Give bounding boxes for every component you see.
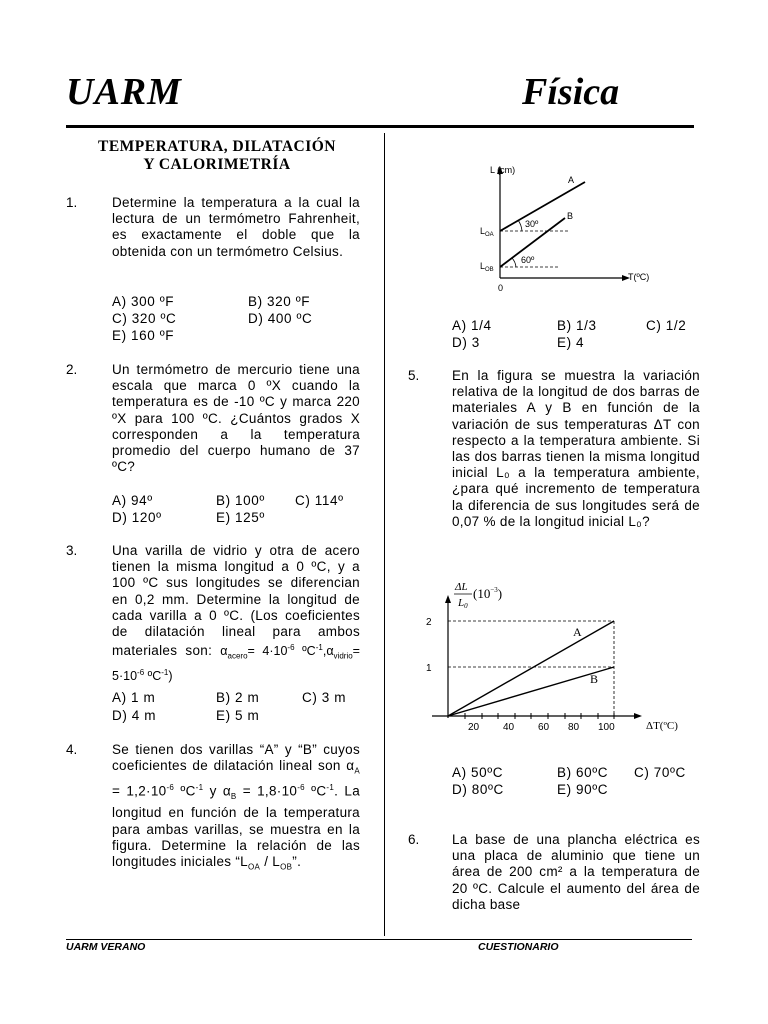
footer-right: CUESTIONARIO xyxy=(478,941,559,953)
header-subject: Física xyxy=(522,71,620,113)
svg-text:L0: L0 xyxy=(458,597,468,610)
q4-option-e: E) 4 xyxy=(557,335,585,350)
footer-rule xyxy=(66,939,692,940)
section-title xyxy=(66,138,368,174)
q3-option-a: A) 1 m xyxy=(112,690,156,705)
fig1-x-label: T(ºC) xyxy=(628,272,650,282)
q1-option-c: C) 320 ºC xyxy=(112,311,177,326)
fig2-y-label xyxy=(454,581,502,610)
q4-option-c: C) 1/2 xyxy=(646,318,687,333)
q3-option-c: C) 3 m xyxy=(302,690,347,705)
fig2-x-tick-60: 60 xyxy=(538,722,550,733)
header-rule xyxy=(66,125,694,128)
q1-option-b: B) 320 ºF xyxy=(248,294,311,309)
q5-option-b: B) 60ºC xyxy=(557,765,609,780)
q4-option-d: D) 3 xyxy=(452,335,480,350)
q6-number: 6. xyxy=(408,832,420,847)
figure-length-vs-temperature xyxy=(470,160,660,300)
q3-option-b: B) 2 m xyxy=(216,690,260,705)
header-institution: UARM xyxy=(66,71,182,113)
q5-option-c: C) 70ºC xyxy=(634,765,686,780)
q3-text-body: Una varilla de vidrio y otra de acero tienen la misma longitud a 0 ºC, y a 100 ºC sus longitudes se diferencian en 0,2 mm. Determine la longitud de cada varilla a 0 ºC. (Los coeficientes de dilatación lineal para ambos materiales son: xyxy=(112,543,360,659)
q2-number: 2. xyxy=(66,362,78,377)
svg-text:ΔL: ΔL xyxy=(455,581,468,593)
fig1-angle-arc-b xyxy=(512,258,516,267)
svg-text:(10−3): $(10^{-3})$ xyxy=(473,586,503,601)
fig2-x-tick-40: 40 xyxy=(503,722,515,733)
q4-option-a: A) 1/4 xyxy=(452,318,492,333)
q5-option-a: A) 50ºC xyxy=(452,765,504,780)
fig2-label-b: B xyxy=(590,672,599,686)
fig1-angle-arc-a xyxy=(518,220,522,231)
fig2-x-label: ΔT(ºC) xyxy=(646,720,678,732)
footer-left: UARM VERANO xyxy=(66,941,146,953)
section-title-line1: TEMPERATURA, DILATACIÓN xyxy=(98,138,336,155)
q1-option-d: D) 400 ºC xyxy=(248,311,313,326)
q2-option-b: B) 100º xyxy=(216,493,265,508)
q5-text: En la figura se muestra la variación relativa de la longitud de dos barras de materiales A y B en función de la variación de sus temperaturas ΔT con respecto a la temperatura ambiente. Si las dos barras tienen la misma longitud inicial L₀ a la temperatura ambiente, ¿para qué incremento de temperatura la diferencia de sus longitudes será de 0,07 % de la longitud inicial L₀? xyxy=(452,368,700,529)
q1-text: Determine la temperatura a la cual la lectura de un termómetro Fahrenheit, es exactamente el doble que la obtenida con un termómetro Celsius. xyxy=(112,195,360,259)
q3-text xyxy=(112,543,360,684)
q1-option-a: A) 300 ºF xyxy=(112,294,175,309)
q1-option-e: E) 160 ºF xyxy=(112,328,175,343)
figure-relative-expansion xyxy=(418,575,698,740)
q3-option-d: D) 4 m xyxy=(112,708,157,723)
fig1-label-lob: $L_{OB}$ xyxy=(480,261,494,273)
q2-option-a: A) 94º xyxy=(112,493,153,508)
fig2-y-arrow xyxy=(445,595,451,603)
q2-text: Un termómetro de mercurio tiene una escala que marca 0 ºX cuando la temperatura es de -10 ºC y marca 220 ºX para 100 ºC. ¿Cuántos grados X corresponden a la temperatura promedio del cuerpo humano de 37 ºC? xyxy=(112,362,360,475)
fig1-angle-a: 30º xyxy=(525,219,539,229)
column-divider xyxy=(384,133,385,936)
fig1-label-loa: $L_{OA}$ xyxy=(480,226,494,238)
fig2-label-a: A xyxy=(573,625,582,639)
fig1-line-a xyxy=(500,182,585,231)
fig2-line-a xyxy=(448,621,614,716)
section-title-line2: Y CALORIMETRÍA xyxy=(143,156,291,173)
fig2-x-arrow xyxy=(634,713,642,719)
q5-number: 5. xyxy=(408,368,420,383)
q4-number: 4. xyxy=(66,742,78,757)
q4-text: Se tienen dos varillas “A” y “B” cuyos coeficientes de dilatación lineal son $\alpha_A = 1,2\cdot 10^{-6}$ ºC$^{-1}$ y $\alpha_B = 1,8\cdot 10^{-6}$ ºC$^{-1}$. La longitud en función de la temperatura para ambas varillas, se muestra en la figura. Determine la relación de las longitudes iniciales “$L_{OA} / L_{OB}$”. xyxy=(112,742,360,872)
fig1-angle-b: 60º xyxy=(521,255,535,265)
q4-option-b: B) 1/3 xyxy=(557,318,597,333)
q6-text: La base de una plancha eléctrica es una placa de aluminio que tiene un área de 200 cm² a la temperatura de 20 ºC. Calcule el aumento del área de dicha base xyxy=(452,832,700,912)
fig1-y-label: L (cm) xyxy=(490,165,516,175)
q3-coefficients: $\alpha_{acero}= 4\cdot 10^{-6}$ $ºC^{-1},\alpha_{vidrio}= 5\cdot 10^{-6}$ ºC$^{-1}$) xyxy=(112,643,360,684)
fig1-label-a: A xyxy=(568,175,575,185)
q3-option-e: E) 5 m xyxy=(216,708,260,723)
fig2-x-tick-20: 20 xyxy=(468,722,480,733)
fig2-y-tick-1: 1 xyxy=(426,663,432,674)
q1-number: 1. xyxy=(66,195,78,210)
fig2-x-tick-80: 80 xyxy=(568,722,580,733)
q3-number: 3. xyxy=(66,543,78,558)
q5-option-e: E) 90ºC xyxy=(557,782,609,797)
fig1-origin: 0 xyxy=(498,283,504,293)
q2-option-e: E) 125º xyxy=(216,510,265,525)
fig2-x-tick-100: 100 xyxy=(598,722,615,733)
q2-option-c: C) 114º xyxy=(295,493,344,508)
fig2-y-tick-2: 2 xyxy=(426,617,432,628)
fig1-label-b: B xyxy=(567,211,574,221)
q2-option-d: D) 120º xyxy=(112,510,162,525)
q5-option-d: D) 80ºC xyxy=(452,782,504,797)
